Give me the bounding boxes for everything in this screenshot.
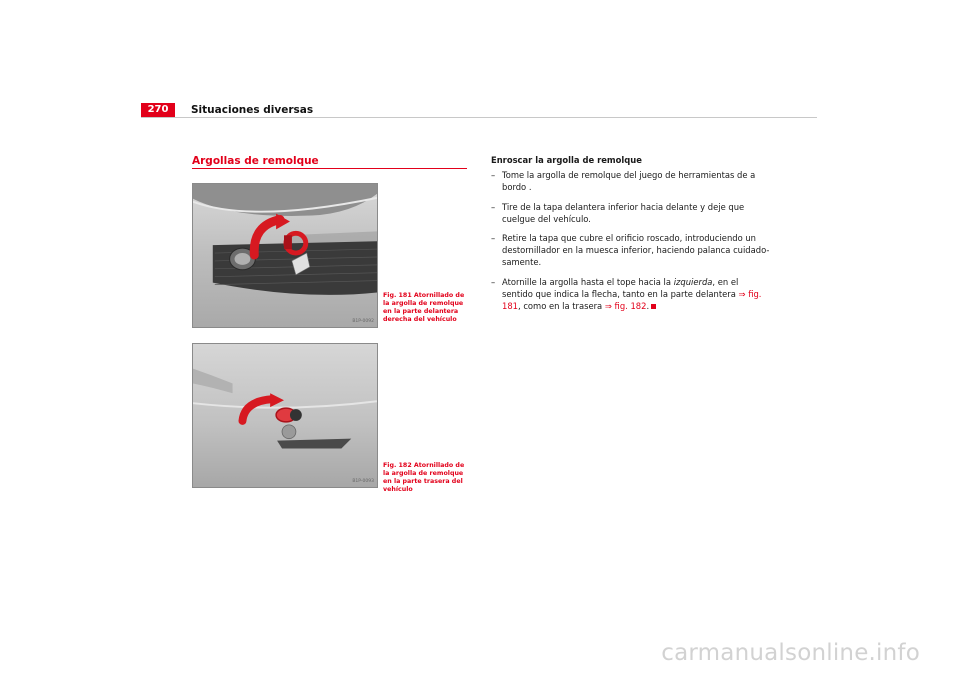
- section-title: Argollas de remolque: [192, 155, 319, 167]
- watermark: carmanualsonline.info: [661, 640, 920, 666]
- step-text: Tome la argolla de remolque del juego de herramientas de a bordo .: [502, 170, 756, 193]
- step-item: [491, 232, 771, 269]
- step-item: [491, 201, 771, 225]
- end-of-section-icon: [651, 304, 656, 309]
- step-item: [491, 169, 771, 193]
- section-divider: [192, 168, 467, 169]
- step-text: [502, 277, 761, 311]
- figure-reference-link[interactable]: ⇒ fig. 182: [604, 301, 647, 312]
- list-dash: –: [491, 276, 496, 287]
- step-item: [491, 276, 771, 313]
- running-header: Situaciones diversas: [191, 104, 314, 116]
- step-text-part: Atornille la argolla hasta el tope hacia la: [502, 276, 674, 287]
- header-divider: [141, 117, 817, 118]
- step-text-part: .: [646, 301, 650, 312]
- instructions-heading: Enroscar la argolla de remolque: [491, 155, 642, 165]
- figure-code: B1P-0092: [352, 319, 374, 324]
- figure-code: B1P-0093: [352, 479, 374, 484]
- front-bumper-illustration: [193, 184, 377, 327]
- list-dash: –: [491, 201, 496, 212]
- figure-rear-tow-eye: [192, 343, 378, 488]
- list-dash: –: [491, 233, 496, 244]
- figure-front-tow-eye: [192, 183, 378, 328]
- step-text-part: , en el sentido que indica la flecha, tanto en la parte delantera: [502, 276, 739, 299]
- step-text-part: , como en la trasera: [518, 301, 605, 312]
- step-emphasis: izquierda: [673, 276, 713, 287]
- rear-bumper-illustration: [193, 344, 377, 487]
- list-dash: –: [491, 170, 496, 181]
- figure-caption: Fig. 182 Atornillado de la argolla de remolque en la parte trasera del vehículo: [383, 462, 465, 493]
- step-text: Tire de la tapa delantera inferior hacia delante y deje que cuelgue del vehículo.: [502, 201, 745, 224]
- step-text: Retire la tapa que cubre el orificio roscado, introduciendo un destornillador en la muesca inferior, haciendo palanca cuidado-samente.: [502, 233, 770, 268]
- figure-reference-link[interactable]: ⇒ fig. 181: [502, 288, 762, 312]
- instructions: [491, 154, 771, 319]
- figure-caption: Fig. 181 Atornillado de la argolla de remolque en la parte delantera derecha del vehículo: [383, 292, 465, 323]
- page-number: 270: [141, 103, 175, 117]
